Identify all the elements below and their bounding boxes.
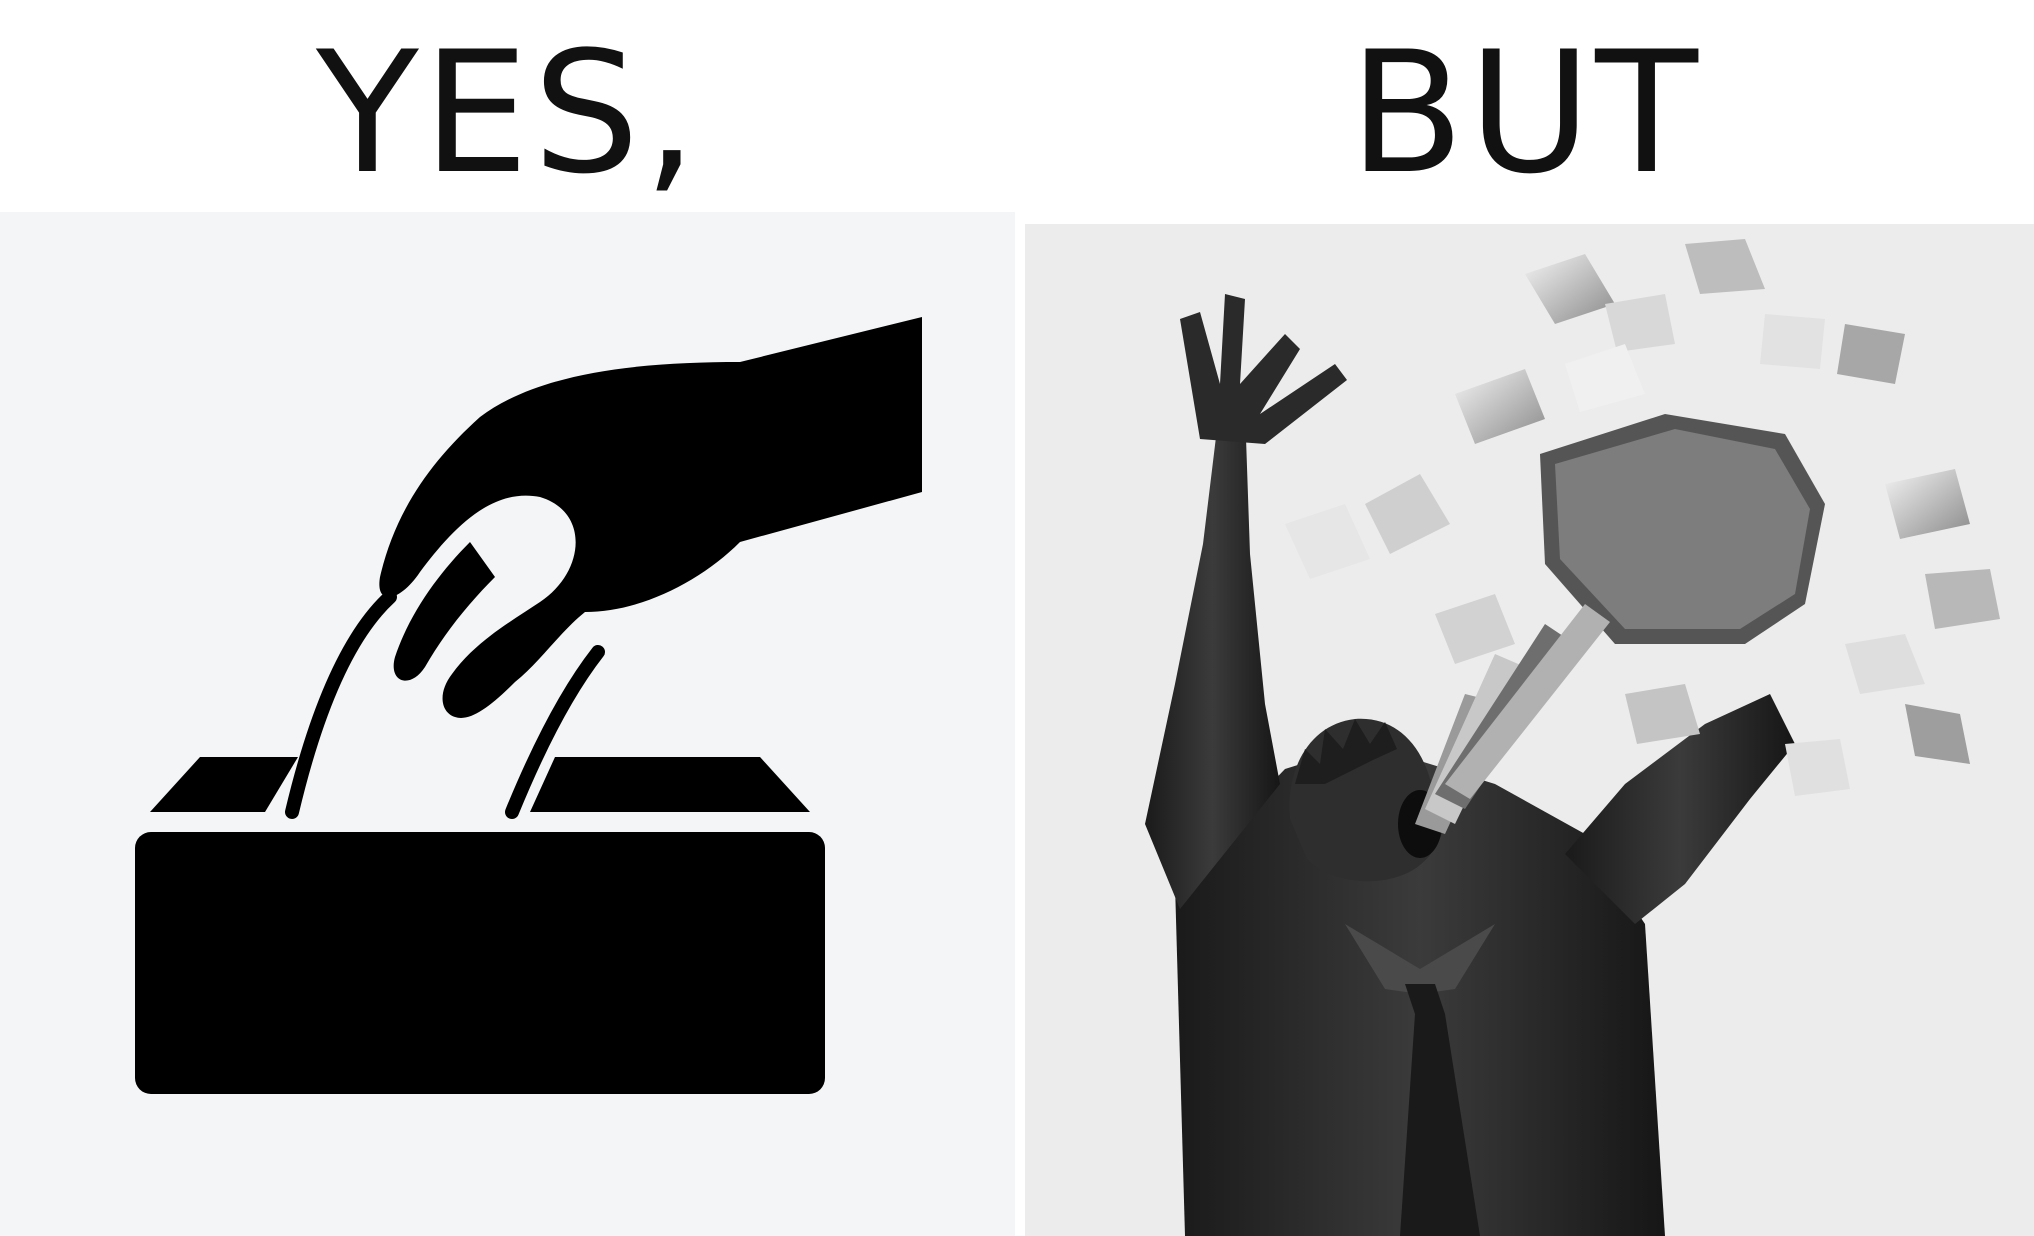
ballot-box xyxy=(135,832,825,1094)
right-panel xyxy=(1025,224,2034,1236)
left-panel xyxy=(0,212,1015,1236)
yes-caption: YES, xyxy=(316,15,701,211)
ballot-box-vote-icon xyxy=(0,212,1015,1236)
man-eating-ballots-icon xyxy=(1025,224,2034,1236)
but-caption: BUT xyxy=(1349,15,1702,211)
